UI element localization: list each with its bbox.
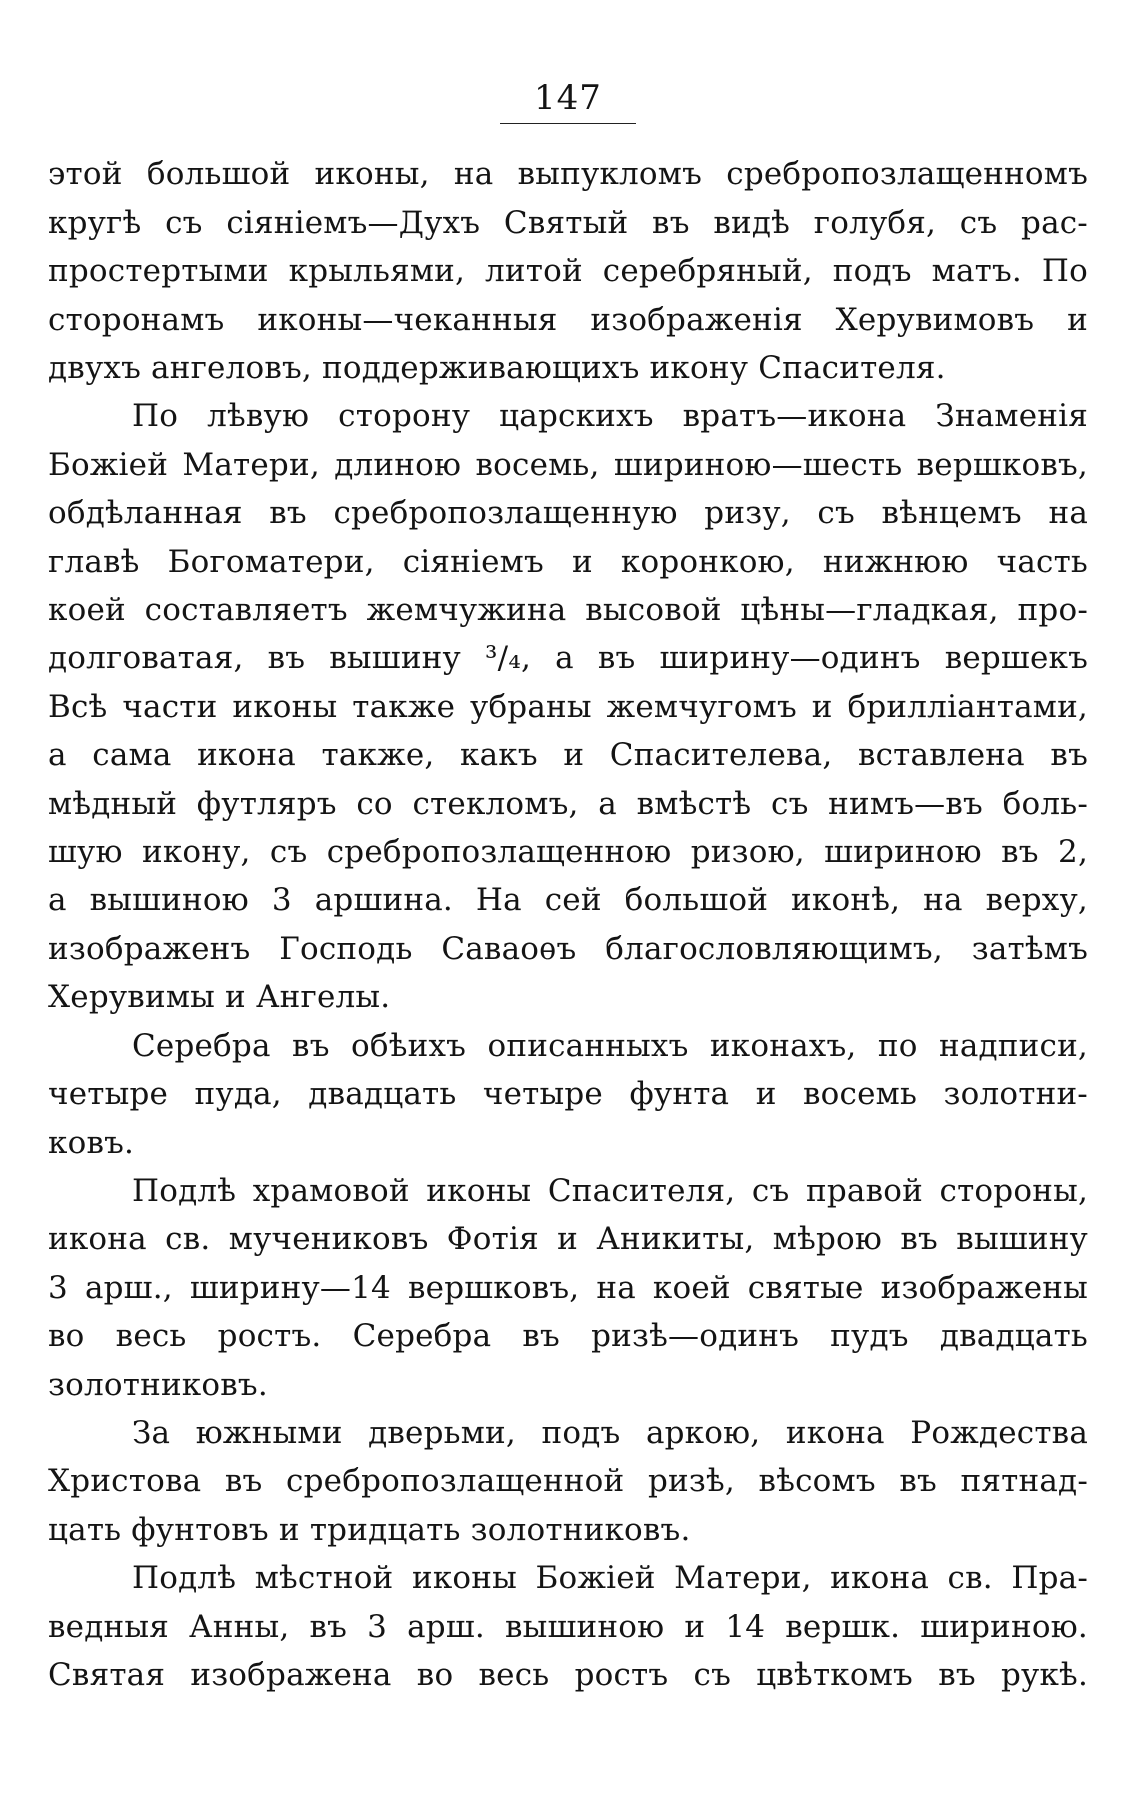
text-line: сторонамъ иконы—чеканныя изображенія Херувимовъ и bbox=[48, 301, 1088, 338]
text-line: а сама икона также, какъ и Спасителева, вставлена въ bbox=[48, 737, 1088, 774]
text-line: главѣ Богоматери, сіяніемъ и коронкою, нижнюю часть bbox=[48, 543, 1088, 580]
text-line: кругѣ съ сіяніемъ—Духъ Святый въ видѣ голубя, съ рас- bbox=[48, 204, 1088, 241]
text-line: шую икону, съ сребропозлащенною ризою, шириною въ 2, bbox=[48, 834, 1088, 871]
text-line: долговатая, въ вышину ³/₄, а въ ширину—одинъ вершекъ bbox=[48, 640, 1088, 677]
paragraph-5 bbox=[48, 1409, 1088, 1554]
text-line: Серебра въ обѣихъ описанныхъ иконахъ, по надписи, bbox=[132, 1027, 1088, 1064]
text-line: За южными дверьми, подъ аркою, икона Рождества bbox=[132, 1414, 1088, 1451]
text-line: мѣдный футляръ со стекломъ, а вмѣстѣ съ нимъ—въ боль- bbox=[48, 785, 1088, 822]
text-line: Подлѣ храмовой иконы Спасителя, съ правой стороны, bbox=[132, 1172, 1088, 1209]
text-line: Божіей Матери, длиною восемь, шириною—шесть вершковъ, bbox=[48, 446, 1088, 483]
paragraph-6 bbox=[48, 1554, 1088, 1699]
text-line: коей составляетъ жемчужина высовой цѣны—гладкая, про- bbox=[48, 592, 1088, 629]
text-line: обдѣланная въ сребропозлащенную ризу, съ вѣнцемъ на bbox=[48, 495, 1088, 532]
text-line: золотниковъ. bbox=[48, 1366, 268, 1403]
text-line: четыре пуда, двадцать четыре фунта и восемь золотни- bbox=[48, 1076, 1088, 1113]
text-line: Всѣ части иконы также убраны жемчугомъ и брилліантами, bbox=[48, 688, 1088, 725]
text-line: а вышиною 3 аршина. На сей большой иконѣ, на верху, bbox=[48, 882, 1088, 919]
text-line: двухъ ангеловъ, поддерживающихъ икону Спасителя. bbox=[48, 350, 946, 387]
document-page bbox=[48, 80, 1088, 1699]
text-line: Святая изображена во весь ростъ съ цвѣткомъ въ рукѣ. bbox=[48, 1656, 1088, 1693]
text-line: 3 арш., ширину—14 вершковъ, на коей святые изображены bbox=[48, 1269, 1088, 1306]
paragraph-1 bbox=[48, 150, 1088, 392]
text-line: этой большой иконы, на выпукломъ сребропозлащенномъ bbox=[48, 156, 1088, 193]
text-line: ковъ. bbox=[48, 1124, 135, 1161]
text-line: цать фунтовъ и тридцать золотниковъ. bbox=[48, 1511, 691, 1548]
page-number bbox=[48, 80, 1088, 124]
text-line: во весь ростъ. Серебра въ ризѣ—одинъ пудъ двадцать bbox=[48, 1318, 1088, 1355]
text-line: изображенъ Господь Саваоѳъ благословляющимъ, затѣмъ bbox=[48, 930, 1088, 967]
body-text bbox=[48, 150, 1088, 1699]
text-line: Подлѣ мѣстной иконы Божіей Матери, икона св. Пра- bbox=[132, 1560, 1088, 1597]
page-number-text: 147 bbox=[500, 80, 636, 124]
text-line: икона св. мучениковъ Фотія и Аникиты, мѣрою въ вышину bbox=[48, 1221, 1088, 1258]
paragraph-4 bbox=[48, 1167, 1088, 1409]
paragraph-3 bbox=[48, 1022, 1088, 1167]
text-line: Христова въ сребропозлащенной ризѣ, вѣсомъ въ пятнад- bbox=[48, 1463, 1088, 1500]
paragraph-2 bbox=[48, 392, 1088, 1021]
text-line: По лѣвую сторону царскихъ вратъ—икона Знаменія bbox=[132, 398, 1088, 435]
text-line: ведныя Анны, въ 3 арш. вышиною и 14 вершк. шириною. bbox=[48, 1608, 1088, 1645]
text-line: Херувимы и Ангелы. bbox=[48, 979, 391, 1016]
text-line: простертыми крыльями, литой серебряный, подъ матъ. По bbox=[48, 253, 1088, 290]
